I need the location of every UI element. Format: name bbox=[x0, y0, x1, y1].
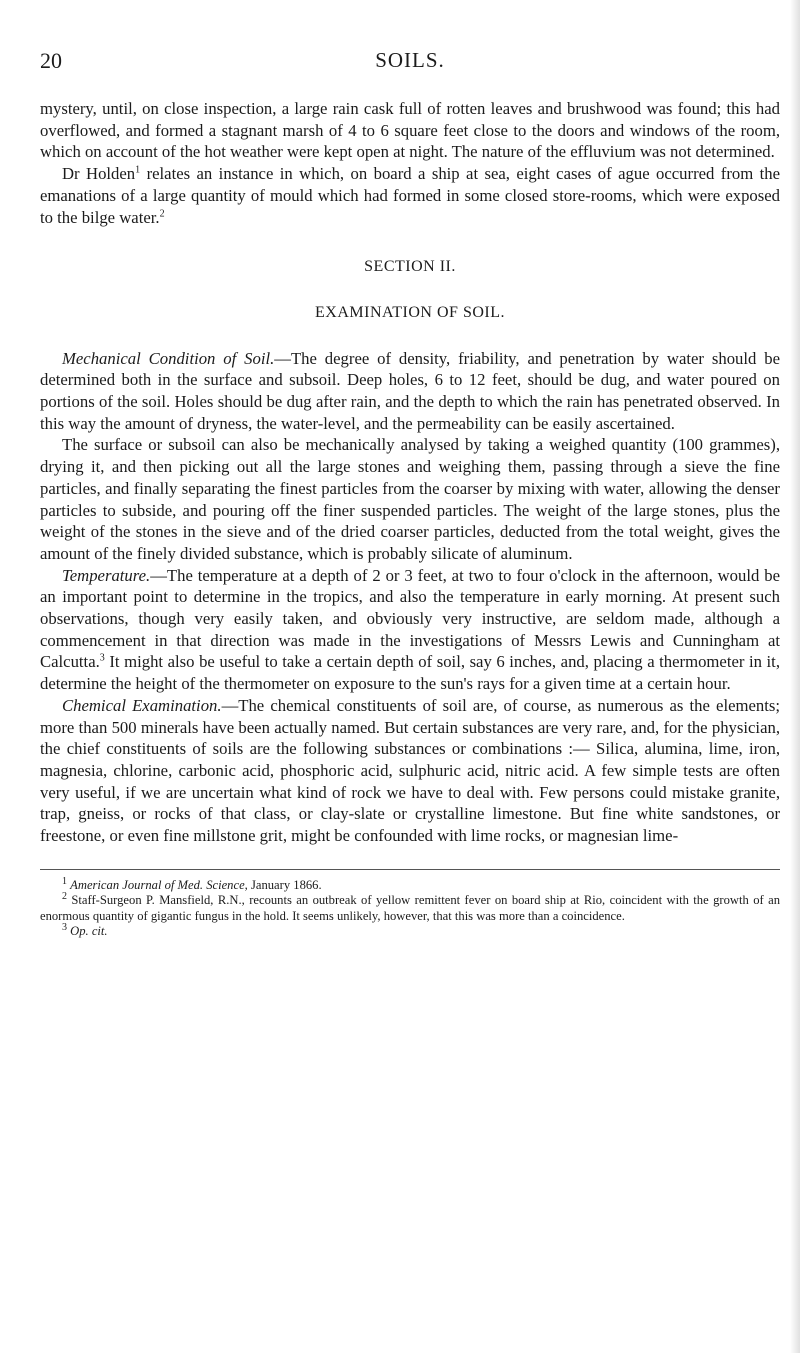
footnote-mark: 2 bbox=[62, 891, 67, 903]
paragraph bbox=[40, 98, 780, 163]
paragraph-text: The surface or subsoil can also be mechanically analysed by taking a weighed quantity (100 grammes), drying it, and then picking out all the large stones and weighing them, passing through a sieve the fine particles, and finally separating the finest particles from the coarser by mixing with water, allowing the denser particles to subside, and pouring off the finer suspended particles. The weight of the large stones, plus the weight of the stones in the sieve and of the dried coarser particles, deducted from the total weight, gives the amount of the finely divided substance, which is probably silicate of aluminum. bbox=[40, 435, 780, 563]
paragraph-text: —The temperature at a depth of 2 or 3 feet, at two to four o'clock in the afternoon, would be an important point to determine in the tropics, and also the temperature in early morning. At present such observations, though very easily taken, and obviously very instructive, are seldom made, although a commencement in that direction was made in the investigations of Messrs Lewis and Cunningham at Calcutta. bbox=[40, 565, 780, 672]
footnote-text: Staff-Surgeon P. Mansfield, R.N., recounts an outbreak of yellow remittent fever on board ship at Rio, coincident with the growth of an enormous quantity of gigantic fungus in the hold. It seems unlikely, however, that this was more than a coincidence. bbox=[40, 893, 780, 923]
paragraph bbox=[40, 348, 780, 435]
paragraph-text: Dr Holden bbox=[62, 164, 136, 184]
footnote-ref: 3 bbox=[99, 652, 105, 664]
section-title: EXAMINATION OF SOIL. bbox=[315, 303, 505, 321]
paragraph-text: —The degree of density, friability, and penetration by water should be determined both in the surface and subsoil. Deep holes, 6 to 12 feet, should be dug, and water poured on portions of the soil. Holes should be dug after rain, and the depth to which the rain has penetrated observed. In this way the amount of dryness, the water-level, and the permeability can be easily ascertained. bbox=[40, 348, 780, 433]
footnote bbox=[40, 924, 780, 940]
run-in-heading: Mechanical Condition of Soil. bbox=[62, 348, 275, 368]
paragraph-text: relates an instance in which, on board a ship at sea, eight cases of ague occurred from the emanations of a large quantity of mould which had formed in some closed store-rooms, which were exposed to the bilge water. bbox=[40, 164, 781, 227]
body-text bbox=[40, 98, 780, 847]
footnote-text: Op. cit. bbox=[67, 924, 108, 939]
footnote-mark: 3 bbox=[62, 922, 67, 934]
footnote-text: January 1866. bbox=[247, 877, 322, 892]
footnote bbox=[40, 893, 780, 924]
page-number: 20 bbox=[40, 48, 62, 73]
running-title: SOILS. bbox=[375, 48, 445, 72]
paragraph bbox=[40, 163, 780, 228]
running-head bbox=[40, 48, 780, 82]
paragraph-text: —The chemical constituents of soil are, of course, as numerous as the elements; more than 500 minerals have been actually named. But certain substances are very rare, and, for the physician, the chief constituents of soils are the following substances or combinations :— Silica, alumina, lime, iron, magnesia, chlorine, carbonic acid, phosphoric acid, sulphuric acid, nitric acid. A few simple tests are often very useful, if we are uncertain what kind of rock we have to deal with. Few persons could mistake granite, trap, gneiss, or rocks of that class, or clay-slate or crystalline limestone. But fine white sandstones, or freestone, or even fine millstone grit, might be confounded with lime rocks, or magnesian lime- bbox=[40, 695, 780, 846]
paragraph bbox=[40, 434, 780, 564]
footnote-ref: 1 bbox=[135, 164, 141, 176]
footnote bbox=[40, 875, 780, 894]
footnotes bbox=[40, 875, 780, 940]
footnote-ref: 2 bbox=[159, 207, 165, 219]
footnote-mark: 1 bbox=[62, 875, 67, 887]
footnote-divider bbox=[40, 869, 780, 870]
footnote-source-title: American Journal of Med. Science, bbox=[70, 877, 248, 892]
page-edge-shadow bbox=[790, 0, 800, 1353]
paragraph-text: mystery, until, on close inspection, a large rain cask full of rotten leaves and brushwood was found; this had overflowed, and formed a stagnant marsh of 4 to 6 square feet close to the doors and windows of the room, which on account of the hot weather were kept open at night. The nature of the effluvium was not determined. bbox=[40, 99, 780, 162]
book-page bbox=[40, 48, 780, 940]
paragraph bbox=[40, 695, 780, 847]
paragraph-text: It might also be useful to take a certain depth of soil, say 6 inches, and, placing a thermometer in it, determine the height of the thermometer on exposure to the sun's rays for a given time at a certain hour. bbox=[40, 652, 780, 694]
section-heading: SECTION II. bbox=[364, 258, 456, 276]
run-in-heading: Chemical Examination. bbox=[62, 695, 222, 715]
paragraph bbox=[40, 565, 780, 695]
run-in-heading: Temperature. bbox=[62, 565, 151, 585]
